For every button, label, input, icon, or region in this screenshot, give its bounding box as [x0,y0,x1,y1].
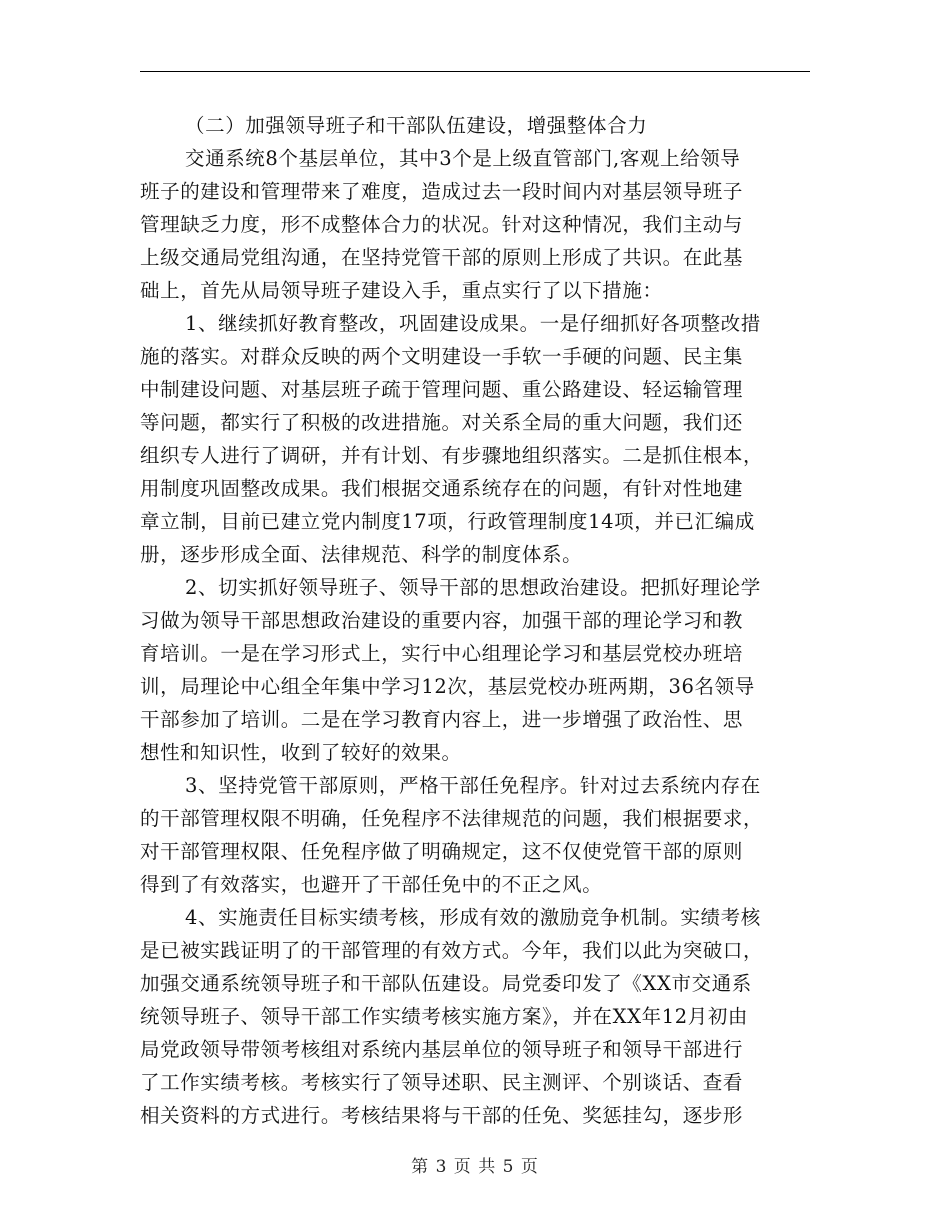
text-line: 干部参加了培训。二是在学习教育内容上，进一步增强了政治性、思 [140,708,744,731]
text-line: 育培训。一是在学习形式上，实行中心组理论学习和基层党校办班培 [140,642,744,665]
document-body [140,109,812,1132]
text-line: 加强交通系统领导班子和干部队伍建设。局党委印发了《XX市交通系 [140,972,752,995]
text-line: 中制建设问题、对基层班子疏于管理问题、重公路建设、轻运输管理 [140,378,744,401]
text-line: 局党政领导带领考核组对系统内基层单位的领导班子和领导干部进行 [140,1038,744,1061]
text-line: 得到了有效落实，也避开了干部任免中的不正之风。 [140,873,603,896]
text-line: 统领导班子、领导干部工作实绩考核实施方案》，并在XX年12月初由 [140,1005,749,1028]
text-line: 施的落实。对群众反映的两个文明建设一手软一手硬的问题、民主集 [140,345,744,368]
text-line: 册，逐步形成全面、法律规范、科学的制度体系。 [140,543,583,566]
text-line: 对干部管理权限、任免程序做了明确规定，这不仅使党管干部的原则 [140,840,744,863]
text-line: 等问题，都实行了积极的改进措施。对关系全局的重大问题，我们还 [140,411,744,434]
text-line: 4、实施责任目标实绩考核，形成有效的激励竞争机制。实绩考核 [185,906,761,929]
text-line: 3、坚持党管干部原则，严格干部任免程序。针对过去系统内存在 [185,774,761,797]
text-line: 用制度巩固整改成果。我们根据交通系统存在的问题，有针对性地建 [140,477,744,500]
text-line: （二）加强领导班子和干部队伍建设，增强整体合力 [185,114,648,137]
text-line: 章立制，目前已建立党内制度17项，行政管理制度14项，并已汇编成 [140,510,755,533]
text-line: 上级交通局党组沟通，在坚持党管干部的原则上形成了共识。在此基 [140,246,744,269]
text-line: 1、继续抓好教育整改，巩固建设成果。一是仔细抓好各项整改措 [185,312,761,335]
text-line: 班子的建设和管理带来了难度，造成过去一段时间内对基层领导班子 [140,180,744,203]
text-line: 训，局理论中心组全年集中学习12次，基层党校办班两期，36名领导 [140,675,755,698]
page-number: 第 3 页 共 5 页 [411,1157,539,1177]
text-line: 础上，首先从局领导班子建设入手，重点实行了以下措施： [140,279,663,302]
text-line: 的干部管理权限不明确，任免程序不法律规范的问题，我们根据要求， [140,807,764,830]
text-line: 交通系统8个基层单位，其中3个是上级直管部门,客观上给领导 [185,147,741,170]
text-line: 是已被实践证明了的干部管理的有效方式。今年，我们以此为突破口， [140,939,764,962]
text-line: 习做为领导干部思想政治建设的重要内容，加强干部的理论学习和教 [140,609,744,632]
text-line: 管理缺乏力度，形不成整体合力的状况。针对这种情况，我们主动与 [140,213,744,236]
text-line: 相关资料的方式进行。考核结果将与干部的任免、奖惩挂勾，逐步形 [140,1104,744,1127]
text-line: 了工作实绩考核。考核实行了领导述职、民主测评、个别谈话、查看 [140,1071,744,1094]
text-line: 2、切实抓好领导班子、领导干部的思想政治建设。把抓好理论学 [185,576,761,599]
text-line: 组织专人进行了调研，并有计划、有步骤地组织落实。二是抓住根本， [140,444,764,467]
header-rule [140,71,810,72]
text-line: 想性和知识性，收到了较好的效果。 [140,741,462,764]
